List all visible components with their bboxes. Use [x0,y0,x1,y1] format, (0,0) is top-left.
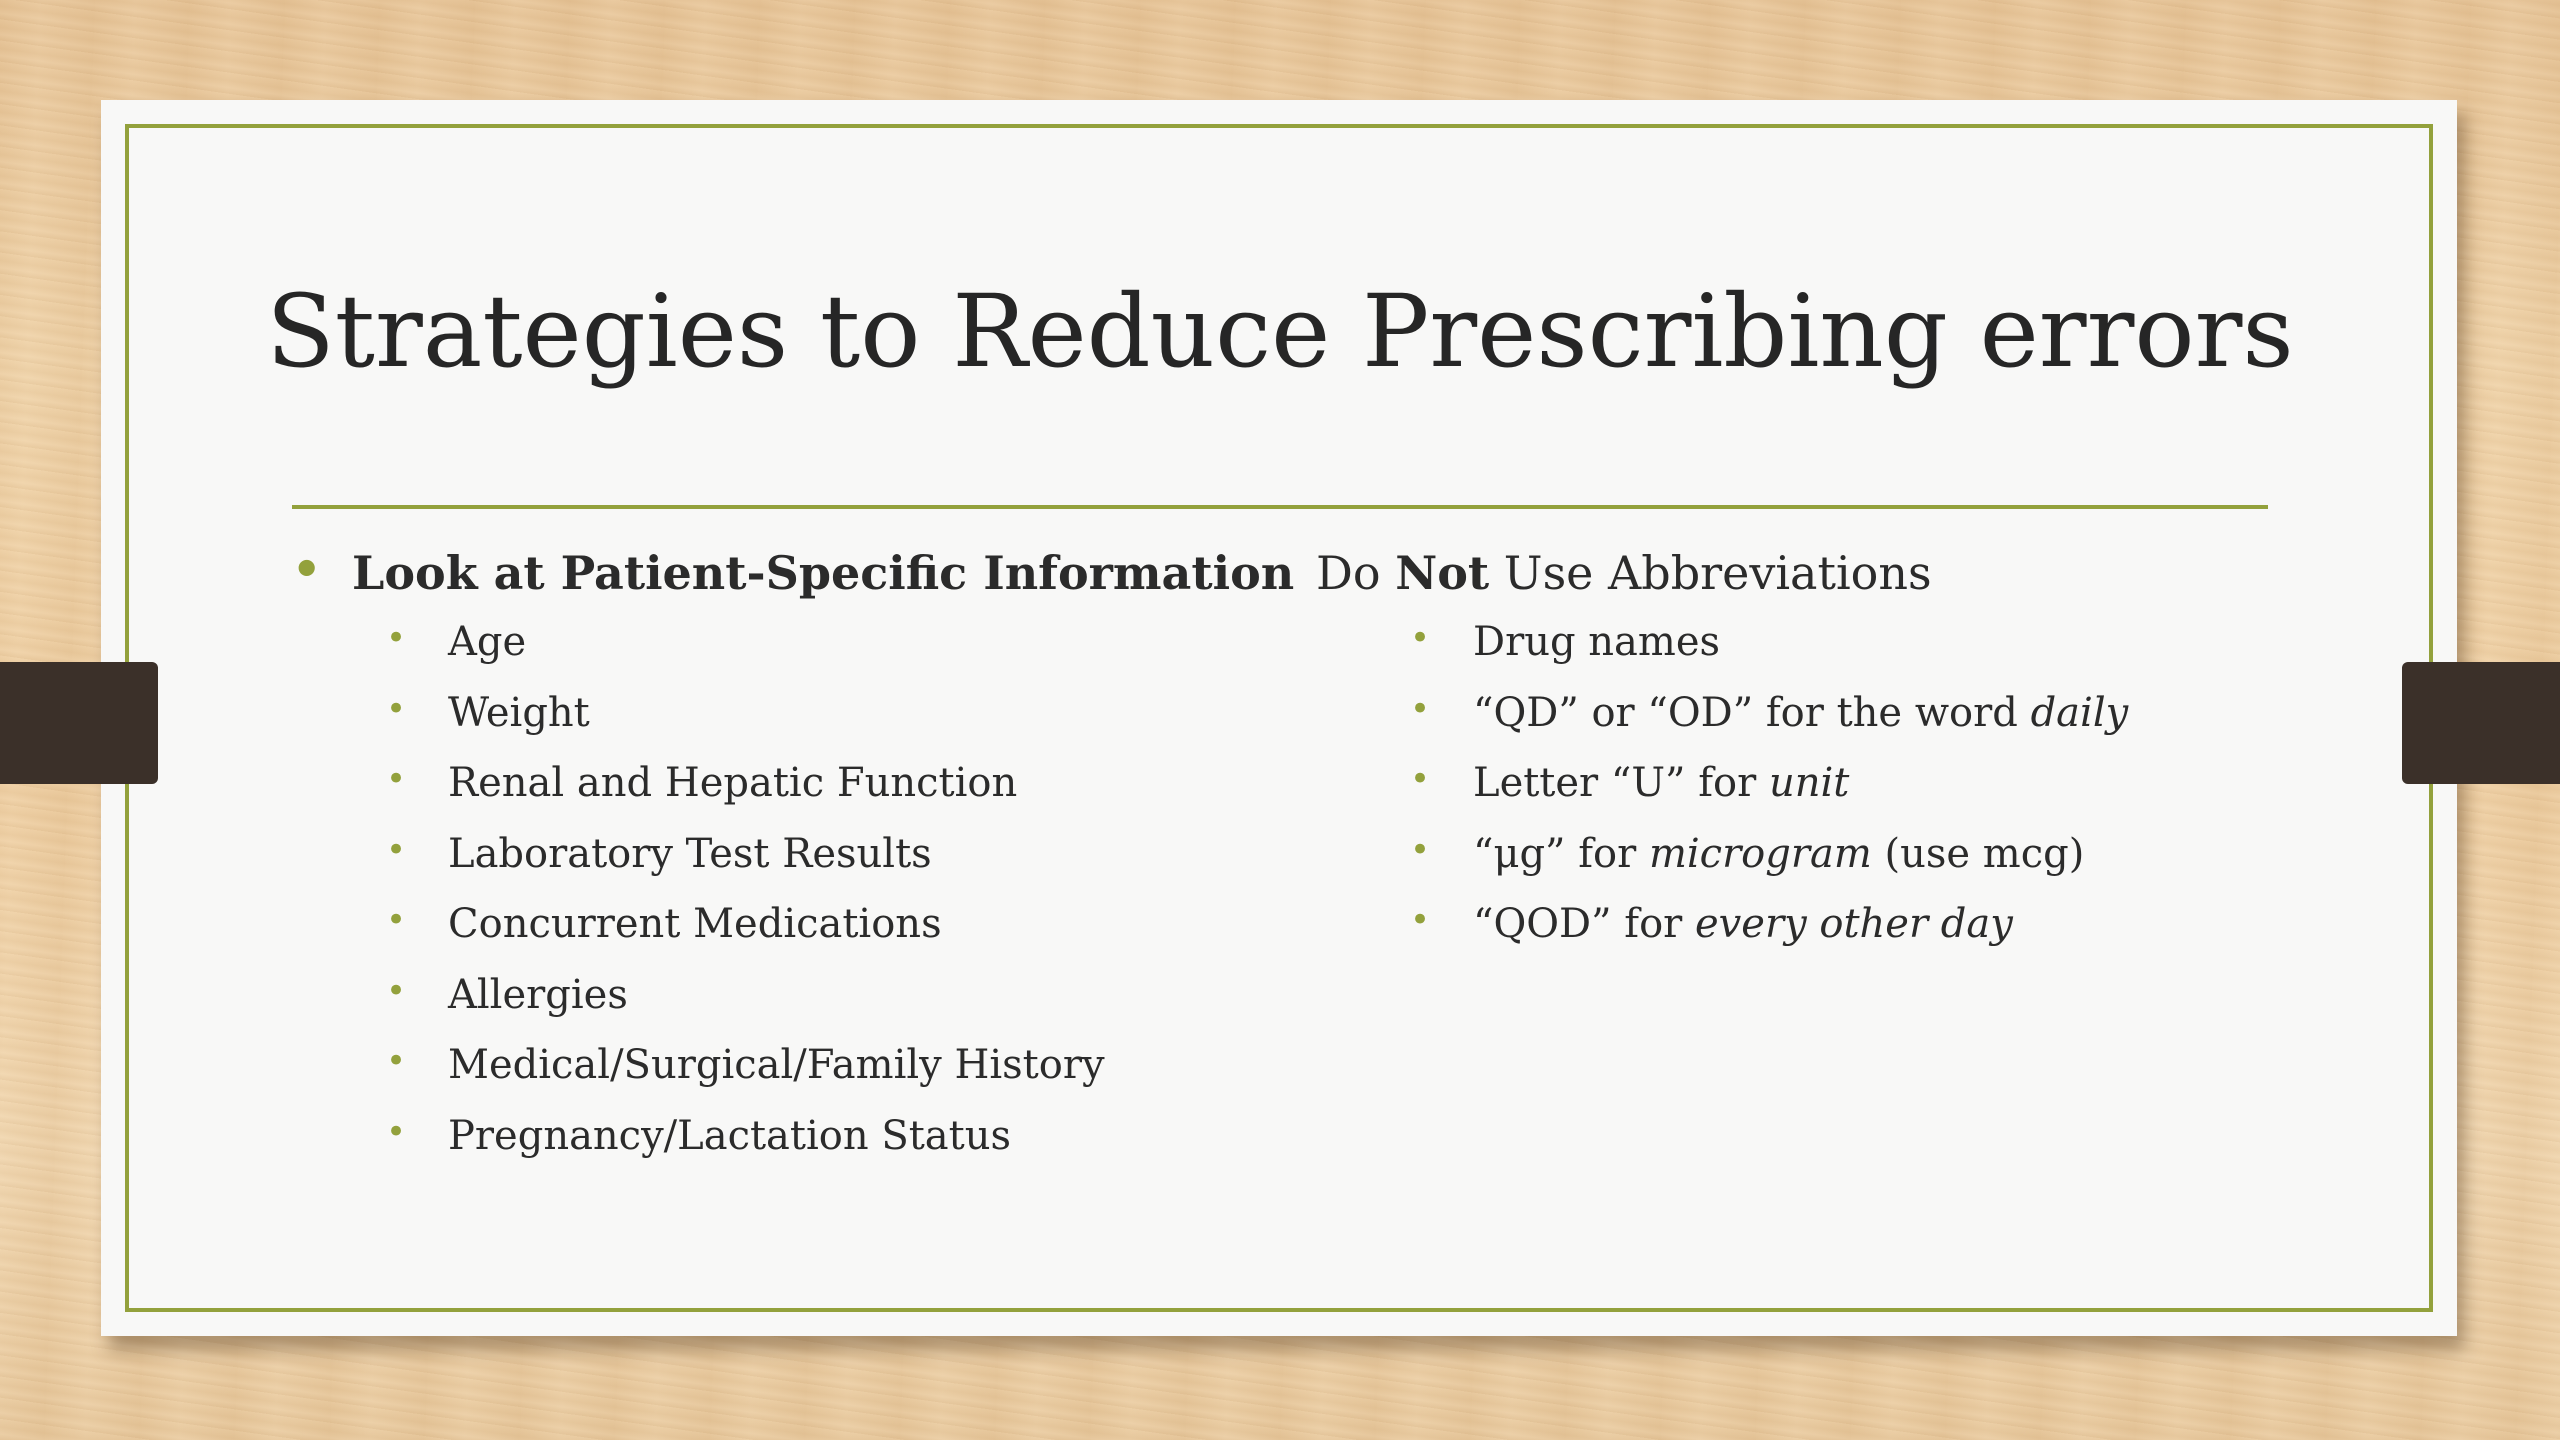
list-item-text: Pregnancy/Lactation Status [448,1112,1012,1159]
heading-prefix: Do [1316,546,1396,600]
bullet-icon: • [386,1111,407,1152]
list-item-text: Weight [448,689,590,736]
bullet-icon: • [386,900,407,940]
list-item [1316,756,2316,827]
left-binder-clip [0,662,158,784]
list-item [1316,686,2316,757]
right-binder-clip [2402,662,2560,784]
list-item-text: Medical/Surgical/Family History [448,1042,1105,1088]
list-item [290,686,1250,757]
list-item-text: Laboratory Test Results [448,830,932,877]
abbreviation-list [1316,615,2316,968]
left-heading-text: Look at Patient-Specific Information [352,546,1295,600]
right-column-heading [1316,543,2316,603]
list-item [290,968,1250,1039]
heading-suffix: Use Abbreviations [1489,546,1932,600]
bullet-icon: • [1410,900,1431,940]
item-italic: unit [1768,760,1850,806]
bullet-icon: • [1410,618,1431,658]
item-text: “QOD” for [1473,901,1695,947]
left-column [290,542,1295,1179]
bullet-icon: • [1410,829,1431,870]
item-suffix: (use mcg) [1871,830,2085,877]
list-item [1316,827,2316,898]
list-item-text: Renal and Hepatic Function [448,760,1018,806]
list-item [290,827,1250,898]
item-text: “QD” or “OD” for the word [1473,689,2031,736]
bullet-icon: • [386,970,407,1011]
bullet-icon: • [386,688,407,729]
list-item [290,897,1250,968]
item-text: Letter “U” for [1473,760,1769,806]
bullet-icon: • [386,759,407,799]
item-italic: microgram [1648,830,1872,877]
item-text: “μg” for [1473,830,1649,877]
right-column [1316,543,2316,968]
item-italic: every other day [1695,901,2013,947]
bullet-icon: • [292,542,322,596]
list-item-text: Concurrent Medications [448,901,942,947]
bullet-icon: • [1410,688,1431,729]
list-item [290,1038,1250,1109]
heading-bold-word: Not [1395,546,1490,600]
list-item [290,756,1250,827]
left-column-heading [290,542,1295,603]
title-divider [292,505,2268,509]
list-item-text: Allergies [448,971,628,1018]
item-text: Drug names [1473,619,1721,665]
patient-info-list [290,615,1250,1179]
bullet-icon: • [1410,759,1431,799]
list-item-text: Age [448,619,527,665]
list-item [1316,615,2316,686]
list-item [1316,897,2316,968]
bullet-icon: • [386,1041,407,1081]
bullet-icon: • [386,829,407,870]
bullet-icon: • [386,618,407,658]
item-italic: daily [2030,689,2129,736]
list-item [290,615,1250,686]
list-item [290,1109,1250,1180]
slide-title: Strategies to Reduce Prescribing errors [266,273,2294,390]
